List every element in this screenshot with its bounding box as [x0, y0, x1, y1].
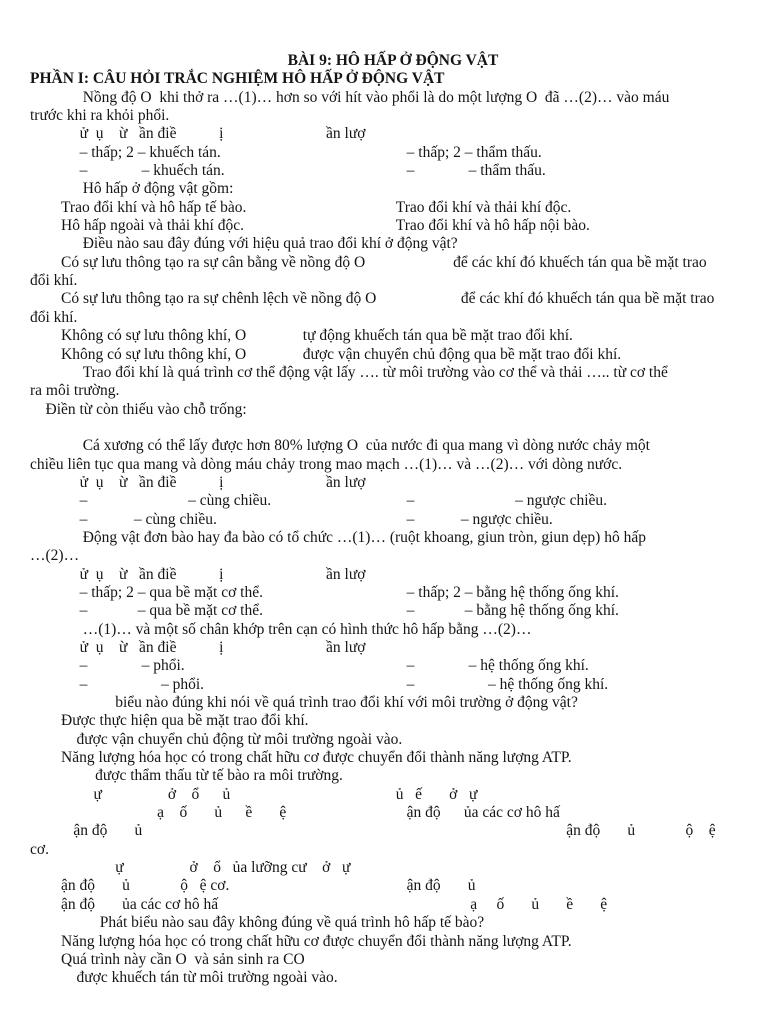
text-line: [30, 621, 742, 639]
text-line: [30, 107, 742, 125]
text-run: ra môi trường.: [30, 382, 120, 400]
text-run: ần lượ: [326, 565, 366, 583]
text-line: [30, 492, 742, 510]
text-line: [30, 822, 742, 840]
text-line: [30, 474, 742, 492]
text-run: – thấp; 2 – khuếch tán.: [79, 143, 221, 161]
text-line: [30, 125, 742, 143]
text-run: ử ụ ừ ần điề ị: [79, 125, 224, 143]
text-run: để các khí đó khuếch tán qua bề mặt trao: [453, 253, 707, 271]
text-run: ần lượ: [326, 639, 366, 656]
text-run: Trao đổi khí và hô hấp nội bào.: [395, 217, 590, 235]
text-line: [30, 584, 742, 602]
text-run: Trao đổi khí là quá trình cơ thể động vật lấy …. từ môi trường vào cơ thể và thải ….. từ cơ thể: [82, 363, 668, 381]
text-run: để các khí đó khuếch tán qua bề mặt trao: [460, 290, 715, 308]
text-line: [30, 639, 742, 657]
text-run: ự ở ổ ủa lưỡng cư ở ự: [115, 859, 351, 877]
text-run: – – hệ thống ống khí.: [406, 675, 609, 693]
text-line: [30, 364, 742, 382]
text-run: – thấp; 2 – thẩm thấu.: [406, 143, 542, 161]
text-run: …(2)…: [30, 547, 80, 565]
text-line: [30, 657, 742, 675]
text-line: [30, 456, 742, 474]
text-line: [30, 309, 742, 327]
text-run: ận độ ủa các cơ hô hấ: [61, 895, 219, 913]
text-run: Điều nào sau đây đúng với hiệu quả trao đổi khí ở động vật?: [82, 235, 458, 253]
text-run: chiều liên tục qua mang và dòng máu chảy trong mao mạch …(1)… và …(2)… với dòng nước.: [30, 455, 623, 473]
text-run: được thẩm thấu từ tế bào ra môi trường.: [95, 767, 343, 785]
text-line: [30, 841, 742, 859]
text-line: [30, 804, 742, 822]
text-run: ận độ ủa các cơ hô hấ: [406, 804, 560, 822]
text-run: ử ụ ừ ần điề ị: [79, 639, 224, 656]
text-line: [30, 877, 742, 895]
text-run: – – bằng hệ thống ống khí.: [406, 602, 619, 620]
text-run: đổi khí.: [30, 272, 78, 290]
text-run: ần lượ: [326, 473, 366, 491]
text-run: biểu nào đúng khi nói về quá trình trao đổi khí với môi trường ở động vật?: [115, 694, 578, 712]
text-line: [30, 786, 742, 804]
document-body: [30, 89, 742, 988]
text-run: được vận chuyển chủ động qua bề mặt trao đổi khí.: [302, 345, 622, 363]
text-line: [30, 933, 742, 951]
text-line: [30, 896, 742, 914]
text-line: [30, 89, 742, 107]
text-run: ự ở ổ ủ: [93, 785, 231, 803]
text-line: [30, 914, 742, 932]
text-run: Không có sự lưu thông khí, O: [61, 327, 247, 345]
text-run: – – phổi.: [79, 657, 185, 675]
text-line: [30, 749, 742, 767]
text-run: ử ụ ừ ần điề ị: [79, 565, 224, 583]
text-run: – – hệ thống ống khí.: [406, 657, 589, 675]
text-run: – – cùng chiều.: [79, 510, 217, 528]
blank-line: [30, 419, 742, 437]
text-line: [30, 382, 742, 400]
text-line: [30, 199, 742, 217]
text-line: [30, 235, 742, 253]
text-run: ạ ố ủ ề ệ: [157, 804, 287, 822]
text-line: [30, 144, 742, 162]
text-run: tự động khuếch tán qua bề mặt trao đổi khí.: [302, 327, 573, 345]
text-run: Điền từ còn thiếu vào chỗ trống:: [45, 400, 247, 418]
text-run: ận độ ủ ộ ệ: [566, 822, 716, 840]
text-run: Phát biểu nào sau đây không đúng về quá trình hô hấp tế bào?: [99, 914, 485, 932]
text-line: [30, 602, 742, 620]
text-run: ận độ ủ: [73, 822, 143, 840]
text-run: – thấp; 2 – qua bề mặt cơ thể.: [79, 583, 263, 601]
text-run: được vận chuyển chủ động từ môi trường ngoài vào.: [76, 730, 403, 748]
text-run: Trao đổi khí và hô hấp tế bào.: [61, 198, 247, 216]
text-line: [30, 694, 742, 712]
text-line: [30, 346, 742, 364]
text-line: [30, 767, 742, 785]
text-run: – thấp; 2 – bằng hệ thống ống khí.: [406, 583, 619, 601]
text-line: [30, 511, 742, 529]
text-line: [30, 180, 742, 198]
text-line: [30, 859, 742, 877]
text-line: [30, 401, 742, 419]
text-line: [30, 712, 742, 730]
text-run: – – phổi.: [79, 675, 205, 693]
text-run: – – ngược chiều.: [406, 510, 553, 528]
text-run: Hô hấp ngoài và thải khí độc.: [61, 217, 244, 235]
text-line: [30, 272, 742, 290]
text-run: đổi khí.: [30, 308, 78, 326]
page-title: BÀI 9: HÔ HẤP Ở ĐỘNG VẬT: [287, 52, 499, 69]
text-line: [30, 327, 742, 345]
text-run: – – ngược chiều.: [406, 492, 608, 510]
text-run: cơ.: [30, 840, 49, 858]
text-run: Năng lượng hóa học có trong chất hữu cơ được chuyển đổi thành năng lượng ATP.: [61, 932, 572, 950]
text-run: ử ụ ừ ần điề ị: [79, 473, 224, 491]
text-run: – – thẩm thấu.: [406, 162, 546, 180]
text-run: Có sự lưu thông tạo ra sự chênh lệch về nồng độ O: [61, 290, 377, 308]
text-line: [30, 731, 742, 749]
text-line: [30, 162, 742, 180]
text-run: ủ ế ở ự: [395, 785, 478, 803]
text-run: ận độ ủ ộ ệ cơ.: [61, 877, 230, 895]
text-line: [30, 676, 742, 694]
text-line: [30, 566, 742, 584]
text-run: …(1)… và một số chân khớp trên cạn có hình thức hô hấp bằng …(2)…: [82, 620, 532, 638]
text-run: ạ ố ủ ề ệ: [470, 895, 608, 913]
part-heading: PHẦN I: CÂU HỎI TRẮC NGHIỆM HÔ HẤP Ở ĐỘNG VẬT: [30, 70, 445, 88]
text-run: – – cùng chiều.: [79, 492, 272, 510]
text-run: trước khi ra khỏi phổi.: [30, 107, 170, 125]
text-run: Hô hấp ở động vật gồm:: [82, 180, 234, 198]
text-line: [30, 951, 742, 969]
text-line: [30, 290, 742, 308]
text-run: Nồng độ O khi thở ra …(1)… hơn so với hít vào phổi là do một lượng O đã …(2)… vào máu: [82, 88, 670, 106]
text-run: Động vật đơn bào hay đa bào có tổ chức …(1)… (ruột khoang, giun tròn, giun dẹp) hô hấp: [82, 528, 646, 546]
text-run: – – khuếch tán.: [79, 162, 225, 180]
text-run: Được thực hiện qua bề mặt trao đổi khí.: [61, 712, 309, 730]
text-line: [30, 217, 742, 235]
text-line: [30, 547, 742, 565]
text-run: ận độ ủ: [406, 877, 476, 895]
text-run: Không có sự lưu thông khí, O: [61, 345, 247, 363]
text-run: Năng lượng hóa học có trong chất hữu cơ được chuyển đổi thành năng lượng ATP.: [61, 749, 572, 767]
text-run: Quá trình này cần O và sản sinh ra CO: [61, 950, 305, 968]
text-run: Trao đổi khí và thải khí độc.: [395, 198, 572, 216]
text-line: [30, 969, 742, 987]
text-run: Có sự lưu thông tạo ra sự cân bằng về nồng độ O: [61, 253, 366, 271]
text-run: Cá xương có thể lấy được hơn 80% lượng O của nước đi qua mang vì dòng nước chảy một: [82, 437, 650, 455]
text-line: [30, 254, 742, 272]
text-run: – – qua bề mặt cơ thể.: [79, 602, 263, 620]
text-line: [30, 437, 742, 455]
text-run: ần lượ: [326, 125, 366, 143]
text-line: [30, 529, 742, 547]
text-run: được khuếch tán từ môi trường ngoài vào.: [76, 969, 338, 987]
document-page: [30, 52, 742, 988]
